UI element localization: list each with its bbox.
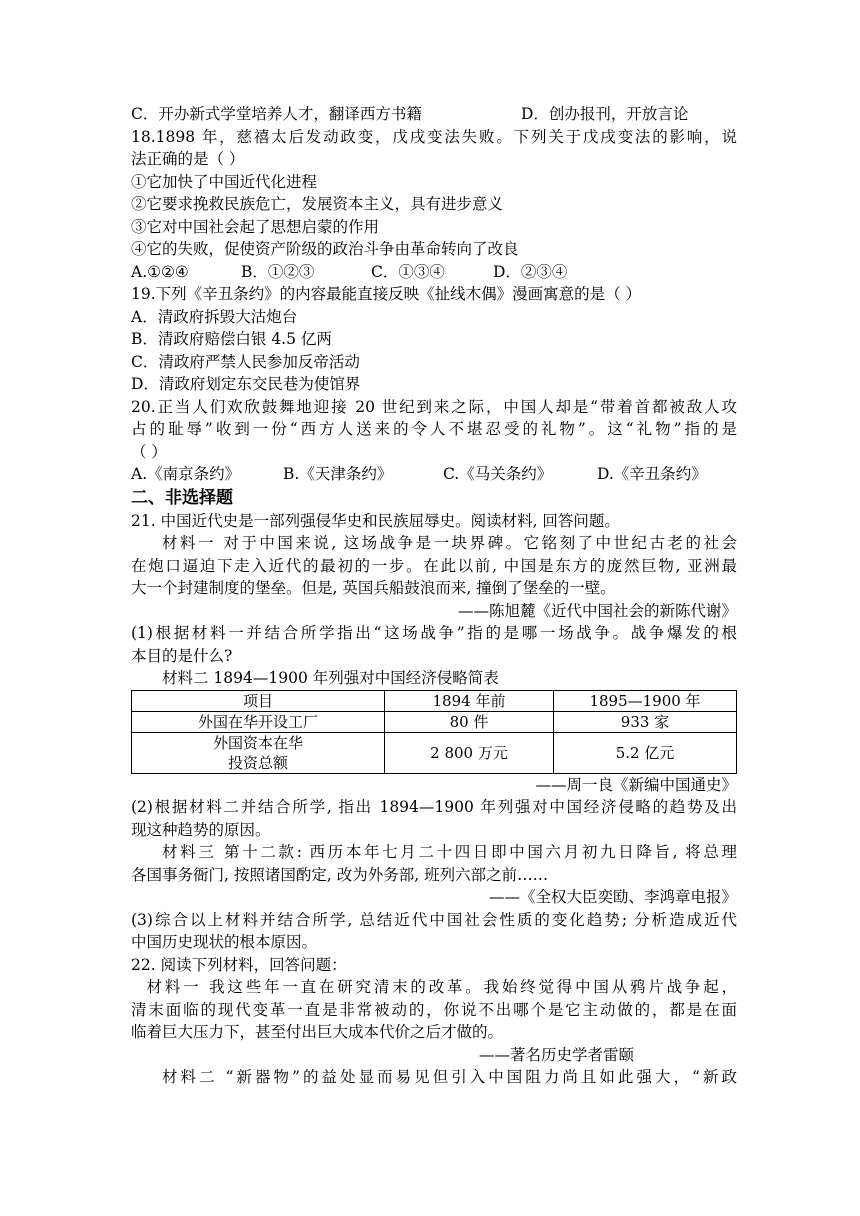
table-row (132, 711, 737, 732)
q22-material-1-line-3: 临着巨大压力下，甚至付出巨大成本代价之后才做的。 (131, 1023, 504, 1041)
table-cell-line-1: 外国资本在华 (212, 733, 303, 752)
table-cell-line-2: 投资总额 (227, 753, 288, 772)
q18-option-d: D．②③④ (493, 262, 568, 281)
q18-options (131, 261, 737, 284)
q18-option-b: B．①②③ (241, 262, 315, 281)
q20-option-b: B.《天津条约》 (283, 465, 393, 483)
q19-option-a: A．清政府拆毁大沽炮台 (131, 307, 298, 326)
q21-question-2-line-2: 现这种趋势的原因。 (131, 820, 271, 839)
q21-material-1-source: ——陈旭麓《近代中国社会的新陈代谢》 (457, 601, 737, 620)
q21-material-3-line-2: 各国事务衙门, 按照诸国酌定, 改为外务部, 班列六部之前…… (131, 865, 549, 884)
q21-material-3-line-1: 材料三 第十二款: 西历本年七月二十四日即中国六月初九日降旨, 将总理 (162, 843, 737, 861)
q17-option-d: D．创办报刊，开放言论 (521, 105, 689, 123)
q21-material-1-line-2: 在炮口逼迫下走入近代的最初的一步。在此以前, 中国是东方的庞然巨物, 亚洲最 (131, 556, 737, 575)
table-header-cell: 项目 (132, 690, 385, 711)
q20-option-c: C.《马关条约》 (443, 465, 553, 483)
q21-material-3-source: ——《全权大臣奕劻、李鸿章电报》 (488, 888, 737, 906)
q20-options (131, 463, 737, 486)
table-cell: 933 家 (554, 711, 737, 732)
table-cell: 外国在华开设工厂 (132, 711, 385, 732)
q18-stem-line-1: 18.1898 年，慈禧太后发动政变，戊戌变法失败。下列关于戊戌变法的影响，说 (131, 127, 737, 146)
section-2-title: 二、非选择题 (131, 487, 233, 508)
q18-stem-line-2: 法正确的是（ ） (131, 150, 245, 168)
q22-material-1-source: ——著名历史学者雷颐 (479, 1045, 635, 1064)
q21-question-2-line-1: (2)根据材料二并结合所学, 指出 1894—1900 年列强对中国经济侵略的趋势及出 (131, 798, 737, 816)
table-row (132, 732, 737, 773)
q22-material-2-line-1: 材料二 “新器物”的益处显而易见但引入中国阻力尚且如此强大，“新政 (162, 1068, 737, 1086)
table-cell: 5.2 亿元 (554, 732, 737, 773)
q17-options-cd (131, 103, 737, 126)
q20-option-a: A.《南京条约》 (131, 465, 241, 483)
q19-option-d: D．清政府划定东交民巷为使馆界 (131, 375, 361, 393)
q21-question-3-line-2: 中国历史现状的根本原因。 (131, 933, 318, 951)
q21-material-1-line-3: 大一个封建制度的堡垒。但是, 英国兵船鼓浪而来, 撞倒了堡垒的一壁。 (131, 579, 616, 597)
q18-item-3: ③它对中国社会起了思想启蒙的作用 (131, 217, 380, 236)
q20-stem-line-1: 20.正当人们欢欣鼓舞地迎接 20 世纪到来之际，中国人却是“带着首都被敌人攻 (131, 397, 737, 416)
q21-material-2-source: ——周一良《新编中国通史》 (535, 775, 737, 794)
q18-item-1: ①它加快了中国近代化进程 (131, 172, 318, 191)
q20-stem-line-2: 占的耻辱”收到一份“西方人送来的令人不堪忍受的礼物”。这“礼物”指的是 (131, 420, 737, 438)
q17-option-c: C．开办新式学堂培养人才，翻译西方书籍 (131, 105, 422, 123)
table-cell: 2 800 万元 (385, 732, 554, 773)
table-cell (132, 732, 385, 773)
q22-material-1-line-2: 清末面临的现代变革一直是非常被动的，你说不出哪个是它主动做的，都是在面 (131, 1000, 737, 1019)
table-cell: 80 件 (385, 711, 554, 732)
q20-option-d: D.《辛丑条约》 (597, 465, 707, 483)
q21-material-1-line-1: 材料一 对于中国来说, 这场战争是一块界碑。它铭刻了中世纪古老的社会 (162, 534, 737, 552)
q18-option-c: C．①③④ (371, 262, 445, 281)
q19-stem: 19.下列《辛丑条约》的内容最能直接反映《扯线木偶》漫画寓意的是（ ） (131, 285, 642, 303)
q18-option-a: A.①②④ (131, 262, 189, 281)
q21-question-3-line-1: (3)综合以上材料并结合所学, 总结近代中国社会性质的变化趋势; 分析造成近代 (131, 910, 737, 929)
q19-option-c: C．清政府严禁人民参加反帝活动 (131, 352, 360, 371)
table-header-row (132, 690, 737, 711)
q21-material-2-title: 材料二 1894—1900 年列强对中国经济侵略简表 (162, 669, 499, 687)
q18-item-2: ②它要求挽救民族危亡，发展资本主义，具有进步意义 (131, 195, 504, 213)
q19-option-b: B．清政府赔偿白银 4.5 亿两 (131, 330, 332, 348)
q21-stem: 21. 中国近代史是一部列强侵华史和民族屈辱史。阅读材料, 回答问题。 (131, 511, 620, 530)
q21-question-1-line-2: 本目的是什么? (131, 646, 233, 665)
page-content (131, 103, 737, 1089)
q21-question-1-line-1: (1)根据材料一并结合所学指出“这场战争”指的是哪一场战争。战争爆发的根 (131, 624, 737, 642)
table-header-cell: 1895—1900 年 (554, 690, 737, 711)
q22-material-1-line-1: 材料一 我这些年一直在研究清末的改革。我始终觉得中国从鸦片战争起， (146, 978, 737, 996)
table-header-cell: 1894 年前 (385, 690, 554, 711)
q20-stem-line-3: （ ） (131, 442, 167, 461)
q18-item-4: ④它的失败，促使资产阶级的政治斗争由革命转向了改良 (131, 240, 519, 258)
q22-stem: 22. 阅读下列材料，回答问题： (131, 955, 347, 974)
economic-aggression-table (131, 690, 737, 774)
